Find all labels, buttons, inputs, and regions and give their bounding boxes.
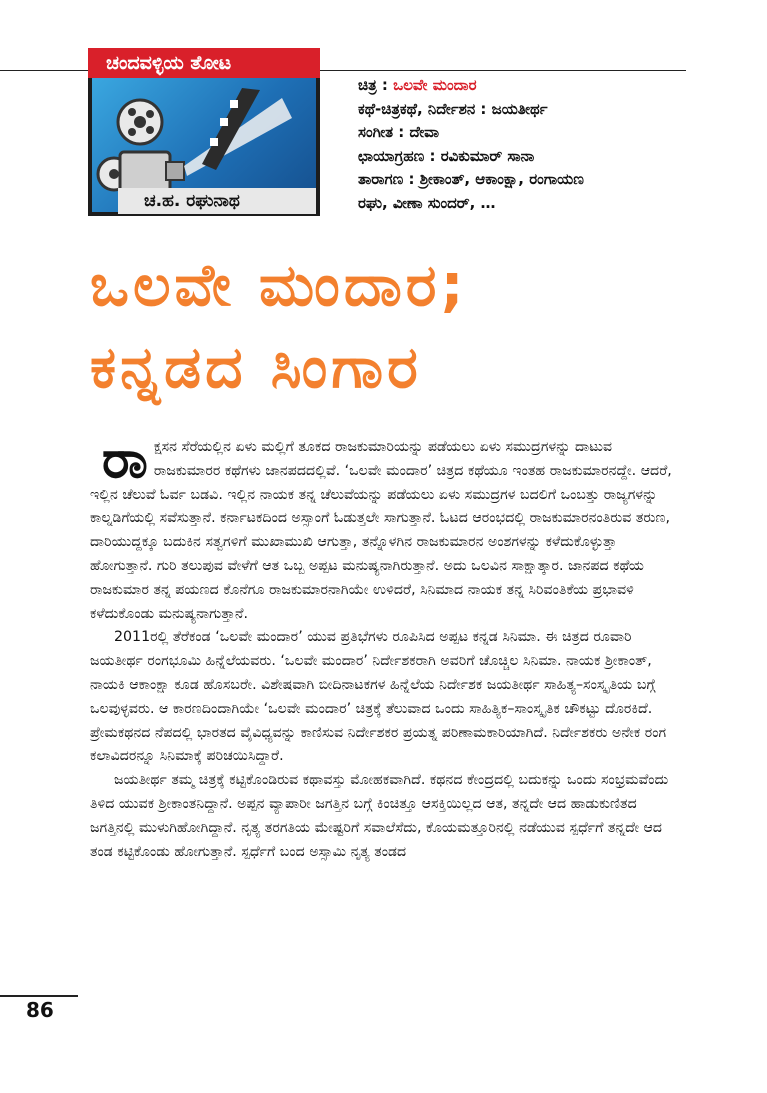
- headline-line-2: ಕನ್ನಡದ ಸಿಂಗಾರ: [90, 333, 422, 401]
- credit-line: [358, 98, 688, 122]
- credit-label: ತಾರಾಗಣ :: [358, 170, 415, 189]
- credit-value: ರಘು, ವೀಣಾ ಸುಂದರ್, …: [358, 193, 496, 212]
- column-title: ಚಂದವಳ್ಳಿಯ ತೋಟ: [88, 48, 320, 78]
- paragraph-3: ಜಯತೀರ್ಥ ತಮ್ಮ ಚಿತ್ರಕ್ಕೆ ಕಟ್ಟಿಕೊಂಡಿರುವ ಕಥಾವಸ್ತು ಮೋಹಕವಾಗಿದೆ. ಕಥನದ ಕೇಂದ್ರದಲ್ಲಿ ಬದುಕನ್ನು ಒಂದು ಸಂಭ್ರಮವೆಂದು ತಿಳಿದ ಯುವಕ ಶ್ರೀಕಾಂತನಿದ್ದಾನೆ. ಅಪ್ಪನ ವ್ಯಾಪಾರೀ ಜಗತ್ತಿನ ಬಗ್ಗೆ ಕಿಂಚಿತ್ತೂ ಆಸಕ್ತಿಯಿಲ್ಲದ ಆತ, ತನ್ನದೇ ಆದ ಹಾಡುಕುಣಿತದ ಜಗತ್ತಿನಲ್ಲಿ ಮುಳುಗಿಹೋಗಿದ್ದಾನೆ. ನೃತ್ಯ ತರಗತಿಯ ಮೇಷ್ಟರಿಗೆ ಸವಾಲೆಸೆದು, ಕೊಯಮತ್ತೂರಿನಲ್ಲಿ ನಡೆಯುವ ಸ್ಪರ್ಧೆಗೆ ತನ್ನದೇ ಆದ ತಂಡ ಕಟ್ಟಿಕೊಂಡು ಹೋಗುತ್ತಾನೆ. ಸ್ಪರ್ಧೆಗೆ ಬಂದ ಅಸ್ಸಾಮಿ ನೃತ್ಯ ತಂಡದ: [90, 772, 669, 860]
- column-author: ಚ.ಹ. ರಘುನಾಥ: [118, 188, 316, 214]
- drop-cap: ರಾ: [102, 430, 148, 490]
- credit-label: ಸಂಗೀತ :: [358, 123, 405, 142]
- credit-line: [358, 74, 688, 98]
- page-number: 86: [26, 998, 54, 1022]
- credit-line: [358, 121, 688, 145]
- credit-label: ಕಥೆ-ಚಿತ್ರಕಥೆ, ನಿರ್ದೇಶನ :: [358, 99, 487, 118]
- footer-rule: [0, 995, 78, 997]
- credit-value: ಜಯತೀರ್ಥ: [491, 99, 548, 118]
- credit-label: ಛಾಯಾಗ್ರಹಣ :: [358, 146, 436, 165]
- credit-line: [358, 192, 688, 216]
- article-body: [90, 430, 672, 864]
- credit-label: ಚಿತ್ರ :: [358, 76, 388, 94]
- paragraph-1: ಕ್ಷಸನ ಸೆರೆಯಲ್ಲಿನ ಏಳು ಮಲ್ಲಿಗೆ ತೂಕದ ರಾಜಕುಮಾರಿಯನ್ನು ಪಡೆಯಲು ಏಳು ಸಮುದ್ರಗಳನ್ನು ದಾಟುವ ರಾಜಕುಮಾರರ ಕಥೆಗಳು ಜಾನಪದದಲ್ಲಿವೆ. ‘ಒಲವೇ ಮಂದಾರ’ ಚಿತ್ರದ ಕಥೆಯೂ ಇಂತಹ ರಾಜಕುಮಾರನದ್ದೇ. ಆದರೆ, ಇಲ್ಲಿನ ಚೆಲುವೆ ಓರ್ವ ಬಡವಿ. ಇಲ್ಲಿನ ನಾಯಕ ತನ್ನ ಚೆಲುವೆಯನ್ನು ಪಡೆಯಲು ಏಳು ಸಮುದ್ರಗಳ ಬದಲಿಗೆ ಒಂಬತ್ತು ರಾಜ್ಯಗಳನ್ನು ಕಾಲ್ನಡಿಗೆಯಲ್ಲಿ ಸವೆಸುತ್ತಾನೆ. ಕರ್ನಾಟಕದಿಂದ ಅಸ್ಸಾಂಗೆ ಓಡುತ್ತಲೇ ಸಾಗುತ್ತಾನೆ. ಓಟದ ಆರಂಭದಲ್ಲಿ ರಾಜಕುಮಾರನಂತಿರುವ ತರುಣ, ದಾರಿಯುದ್ದಕ್ಕೂ ಬದುಕಿನ ಸತ್ವಗಳಿಗೆ ಮುಖಾಮುಖಿ ಆಗುತ್ತಾ, ತನ್ನೊಳಗಿನ ರಾಜಕುಮಾರನ ಅಂಶಗಳನ್ನು ಕಳೆದುಕೊಳ್ಳುತ್ತಾ ಹೋಗುತ್ತಾನೆ. ಗುರಿ ತಲುಪುವ ವೇಳೆಗೆ ಆತ ಒಬ್ಬ ಅಪ್ಪಟ ಮನುಷ್ಯನಾಗಿರುತ್ತಾನೆ. ಅದು ಒಲವಿನ ಸಾಕ್ಷಾತ್ಕಾರ. ಜಾನಪದ ಕಥೆಯ ರಾಜಕುಮಾರ ತನ್ನ ಪಯಣದ ಕೊನೆಗೂ ರಾಜಕುಮಾರನಾಗಿಯೇ ಉಳಿದರೆ, ಸಿನಿಮಾದ ನಾಯಕ ತನ್ನ ಸಿರಿವಂತಿಕೆಯ ಪ್ರಭಾವಳಿ ಕಳೆದುಕೊಂಡು ಮನುಷ್ಯನಾಗುತ್ತಾನೆ.: [90, 439, 672, 622]
- credit-value: ಒಲವೇ ಮಂದಾರ: [393, 76, 477, 94]
- credit-line: [358, 168, 688, 192]
- article-headline: [90, 244, 690, 408]
- headline-line-1: ಒಲವೇ ಮಂದಾರ;: [90, 251, 468, 319]
- credit-value: ದೇವಾ: [409, 123, 440, 142]
- column-badge: [88, 48, 320, 216]
- credit-value: ಶ್ರೀಕಾಂತ್, ಆಕಾಂಕ್ಷಾ, ರಂಗಾಯಣ: [419, 170, 584, 189]
- paragraph-2: 2011ರಲ್ಲಿ ತೆರೆಕಂಡ ‘ಒಲವೇ ಮಂದಾರ’ ಯುವ ಪ್ರತಿಭೆಗಳು ರೂಪಿಸಿದ ಅಪ್ಪಟ ಕನ್ನಡ ಸಿನಿಮಾ. ಈ ಚಿತ್ರದ ರೂವಾರಿ ಜಯತೀರ್ಥ ರಂಗಭೂಮಿ ಹಿನ್ನೆಲೆಯವರು. ‘ಒಲವೇ ಮಂದಾರ’ ನಿರ್ದೇಶಕರಾಗಿ ಅವರಿಗೆ ಚೊಚ್ಚಿಲ ಸಿನಿಮಾ. ನಾಯಕ ಶ್ರೀಕಾಂತ್, ನಾಯಕಿ ಆಕಾಂಕ್ಷಾ ಕೂಡ ಹೊಸಬರೇ. ವಿಶೇಷವಾಗಿ ಬೀದಿನಾಟಕಗಳ ಹಿನ್ನೆಲೆಯ ನಿರ್ದೇಶಕ ಜಯತೀರ್ಥ ಸಾಹಿತ್ಯ–ಸಂಸ್ಕೃತಿಯ ಬಗ್ಗೆ ಒಲವುಳ್ಳವರು. ಆ ಕಾರಣದಿಂದಾಗಿಯೇ ‘ಒಲವೇ ಮಂದಾರ’ ಚಿತ್ರಕ್ಕೆ ತೆಲುವಾದ ಒಂದು ಸಾಹಿತ್ಯಿಕ–ಸಾಂಸ್ಕೃತಿಕ ಚೌಕಟ್ಟು ದೊರಕಿದೆ. ಪ್ರೇಮಕಥನದ ನೆಪದಲ್ಲಿ ಭಾರತದ ವೈವಿಧ್ಯವನ್ನು ಕಾಣಿಸುವ ನಿರ್ದೇಶಕರ ಪ್ರಯತ್ನ ಪರಿಣಾಮಕಾರಿಯಾಗಿದೆ. ನಿರ್ದೇಶಕರು ಅನೇಕ ರಂಗ ಕಲಾವಿದರನ್ನೂ ಸಿನಿಮಾಕ್ಕೆ ಪರಿಚಯಿಸಿದ್ದಾರೆ.: [90, 629, 667, 765]
- credit-value: ರವಿಕುಮಾರ್ ಸಾನಾ: [440, 146, 535, 165]
- film-credits: [358, 74, 688, 216]
- credit-line: [358, 145, 688, 169]
